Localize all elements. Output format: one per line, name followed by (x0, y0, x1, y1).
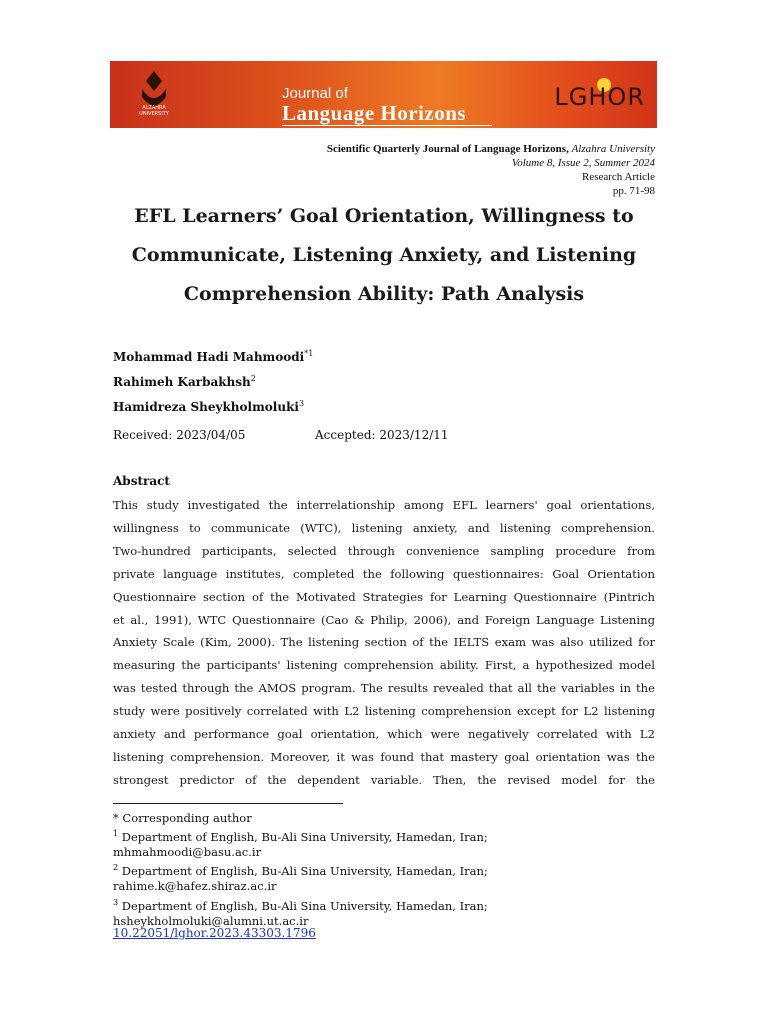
author-list (113, 343, 313, 418)
affiliation-text: Department of English, Bu-Ali Sina University, Hamedan, Iran; (118, 898, 488, 913)
abstract-heading: Abstract (113, 474, 170, 488)
footnote-mark: 3 (113, 897, 119, 907)
journal-name-large: Language Horizons (282, 101, 467, 125)
abstract-line: Two-hundred participants, selected through convenience sampling procedure from (113, 543, 655, 558)
doi-link[interactable]: 10.22051/lghor.2023.43303.1796 (113, 926, 316, 940)
title-line: Communicate, Listening Anxiety, and Listening (131, 244, 637, 266)
footnotes (113, 811, 673, 929)
author (113, 343, 313, 368)
banner-divider (282, 125, 492, 126)
journal-line-name: Scientific Quarterly Journal of Language Horizons, (326, 143, 569, 155)
title-line: Comprehension Ability: Path Analysis (183, 283, 585, 305)
abstract-line: study were positively correlated with L2 listening comprehension except for L2 listening (113, 704, 655, 719)
journal-line (327, 142, 655, 156)
article-type: Research Article (582, 171, 655, 183)
abstract-line: measuring the participants' listening comprehension ability. First, a hypothesized model (113, 658, 655, 673)
journal-name-small: Journal of (282, 85, 348, 102)
journal-meta (327, 142, 655, 198)
abstract-line: was tested through the AMOS program. The results revealed that all the variables in the (113, 681, 655, 696)
abstract-line: private language institutes, completed the following questionnaires: Goal Orientation (113, 566, 655, 581)
author-name: Hamidreza Sheykholmoluki (113, 400, 299, 414)
author-name: Rahimeh Karbakhsh (113, 375, 251, 389)
affiliation-text: Department of English, Bu-Ali Sina University, Hamedan, Iran; (118, 864, 488, 879)
received-date: Received: 2023/04/05 (113, 428, 246, 442)
author-email[interactable]: mhmahmoodi@basu.ac.ir (113, 845, 262, 860)
abstract-line: et al., 1991), WTC Questionnaire (Cao & Philip, 2006), and Foreign Language Listening (113, 612, 655, 627)
author-name: Mohammad Hadi Mahmoodi (113, 350, 305, 364)
affiliation-note (113, 826, 673, 845)
article-dates (113, 428, 449, 442)
affiliation-text: Department of English, Bu-Ali Sina University, Hamedan, Iran; (118, 830, 488, 845)
author (113, 368, 313, 393)
abstract-line: listening comprehension. Moreover, it was found that mastery goal orientation was the (113, 749, 655, 764)
university-logo-label: ALZAHRA UNIVERSITY (139, 105, 169, 117)
footnote-mark: 1 (113, 829, 119, 839)
paper-title (110, 197, 658, 314)
footnote-divider (113, 803, 343, 804)
abstract-body (113, 494, 655, 792)
corresponding-author-note: * Corresponding author (113, 811, 252, 825)
affiliation-note (113, 860, 673, 879)
abstract-line: Questionnaire section of the Motivated Strategies for Learning Questionnaire (Pintrich (113, 589, 655, 604)
abstract-line: anxiety and performance goal orientation, which were negatively correlated with L2 (113, 727, 655, 742)
author-email[interactable]: rahime.k@hafez.shiraz.ac.ir (113, 879, 277, 894)
abstract-line: This study investigated the interrelationship among EFL learners' goal orientations, (113, 498, 655, 512)
abstract-line: Anxiety Scale (Kim, 2000). The listening section of the IELTS exam was also utilized for (113, 635, 655, 650)
author-mark: 3 (298, 399, 305, 408)
journal-brand-logo: LGHOR (554, 83, 645, 111)
affiliation-note (113, 895, 673, 914)
author-mark: *1 (304, 349, 314, 358)
author (113, 393, 313, 418)
journal-university: Alzahra University (571, 143, 655, 155)
title-line: EFL Learners’ Goal Orientation, Willingness to (134, 205, 634, 227)
author-email[interactable]: hsheykholmoluki@alumni.ut.ac.ir (113, 913, 309, 928)
author-mark: 2 (250, 374, 256, 383)
accepted-date: Accepted: 2023/12/11 (315, 428, 449, 442)
journal-volume: Volume 8, Issue 2, Summer 2024 (511, 157, 655, 169)
footnote-mark: 2 (113, 863, 119, 873)
page-range: pp. 71-98 (612, 185, 655, 197)
journal-banner (110, 61, 657, 128)
abstract-line: willingness to communicate (WTC), listening anxiety, and listening comprehension. (113, 520, 655, 535)
abstract-line: strongest predictor of the dependent variable. Then, the revised model for the (113, 772, 655, 787)
